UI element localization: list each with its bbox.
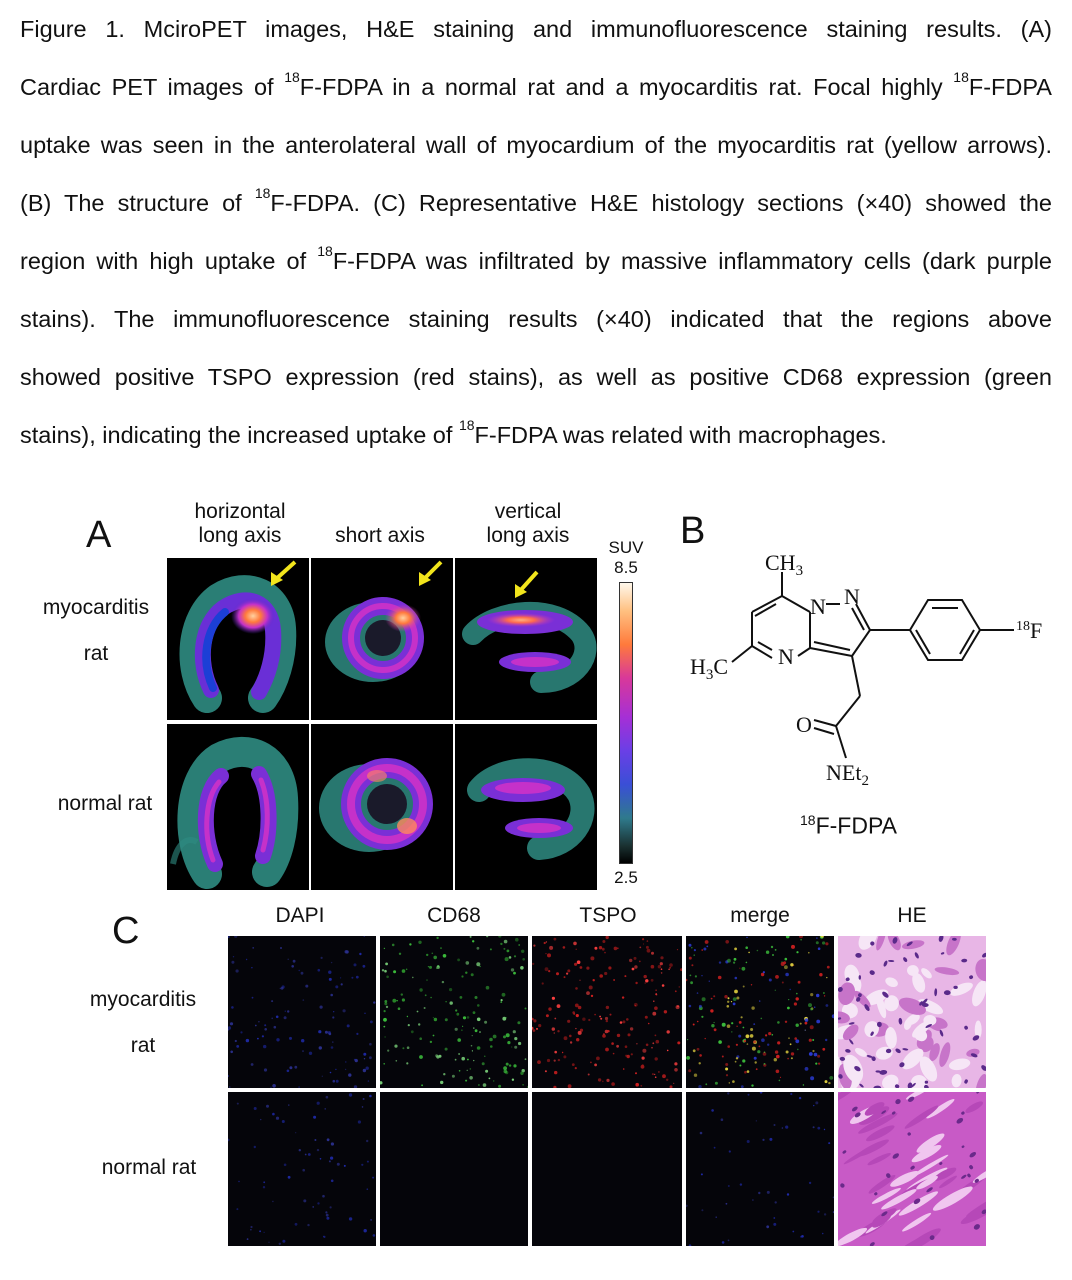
col-header-horizontal-long-axis: horizontal long axis <box>194 500 286 547</box>
panel-b-letter: B <box>680 510 706 552</box>
micrograph-normal-cd68 <box>380 1092 528 1246</box>
pet-myocarditis-horizontal-long-axis <box>167 558 309 720</box>
micrograph-myocarditis-dapi <box>228 936 376 1088</box>
caption-line: (B) The structure of $^{18}$F-FDPA. (C) Representative H&E histology sections (×40) showed the <box>20 185 1052 216</box>
caption-line: uptake was seen in the anterolateral wall of myocardium of the myocarditis rat (yellow arrows). <box>20 132 1052 158</box>
row-label-normal-rat-a: normal rat <box>57 792 153 815</box>
colorbar-max-label: 8.5 <box>614 558 638 577</box>
colorbar-min-label: 2.5 <box>614 868 638 887</box>
fdpa-structure-drawing <box>660 550 1050 850</box>
micrograph-normal-tspo <box>532 1092 682 1246</box>
col-header-merge: merge <box>730 904 790 927</box>
col-header-he: HE <box>897 904 927 927</box>
caption-line: region with high uptake of $^{18}$F-FDPA was infiltrated by massive inflammatory cells (dark purple <box>20 243 1052 274</box>
atom-h3c: $H_3C$ <box>690 654 729 683</box>
micrograph-normal-dapi <box>228 1092 376 1246</box>
pet-normal-short-axis <box>311 724 453 890</box>
panel-a-letter: A <box>86 514 112 556</box>
atom-n-pyrimidine: N <box>778 644 794 669</box>
suv-colorbar <box>600 538 660 898</box>
col-header-dapi: DAPI <box>275 904 325 927</box>
row-label-normal-rat-c: normal rat <box>101 1156 197 1179</box>
col-header-tspo: TSPO <box>579 904 637 927</box>
micrograph-myocarditis-tspo <box>532 936 682 1088</box>
pet-normal-vertical-long-axis <box>455 724 597 890</box>
atom-n-pyrazole: N <box>844 584 860 609</box>
pet-myocarditis-short-axis <box>311 558 453 720</box>
row-label-myocarditis-rat-a: myocarditis rat <box>42 596 150 665</box>
atom-18f: $^{18}$F <box>1016 618 1043 643</box>
colorbar-gradient <box>619 582 633 864</box>
colorbar-title: SUV <box>608 538 644 557</box>
micrograph-myocarditis-cd68 <box>380 936 528 1088</box>
pet-myocarditis-vertical-long-axis <box>455 558 597 720</box>
row-label-myocarditis-rat-c: myocarditis rat <box>89 988 197 1057</box>
col-header-short-axis: short axis <box>335 524 425 547</box>
atom-net2: NEt$_2$ <box>826 760 869 789</box>
atom-o: O <box>796 712 812 737</box>
caption-line: stains). The immunofluorescence staining results (×40) indicated that the regions above <box>20 306 1052 332</box>
micrograph-normal-merge <box>686 1092 834 1246</box>
caption-line: stains), indicating the increased uptake of $^{18}$F-FDPA was related with macrophages. <box>20 417 887 448</box>
caption-line: showed positive TSPO expression (red stains), as well as positive CD68 expression (green <box>20 364 1052 390</box>
fdpa-structure <box>660 550 1050 850</box>
figure-panels <box>20 478 1050 1268</box>
atom-n-bridge: N <box>810 594 826 619</box>
pet-normal-horizontal-long-axis <box>167 724 309 890</box>
col-header-vertical-long-axis: vertical long axis <box>486 500 570 547</box>
caption-line: Cardiac PET images of $^{18}$F-FDPA in a normal rat and a myocarditis rat. Focal highly $^{18}$F-FDPA <box>20 69 1052 100</box>
fdpa-name: $^{18}$F-FDPA <box>800 812 897 839</box>
micrograph-normal-he <box>838 1092 986 1246</box>
panel-c-letter: C <box>112 910 140 952</box>
micrograph-myocarditis-he <box>838 936 986 1088</box>
atom-ch3: $CH_3$ <box>765 550 804 579</box>
micrograph-myocarditis-merge <box>686 936 834 1088</box>
caption-line: Figure 1. MciroPET images, H&E staining and immunofluorescence staining results. (A) <box>20 16 1052 42</box>
col-header-cd68: CD68 <box>427 904 481 927</box>
